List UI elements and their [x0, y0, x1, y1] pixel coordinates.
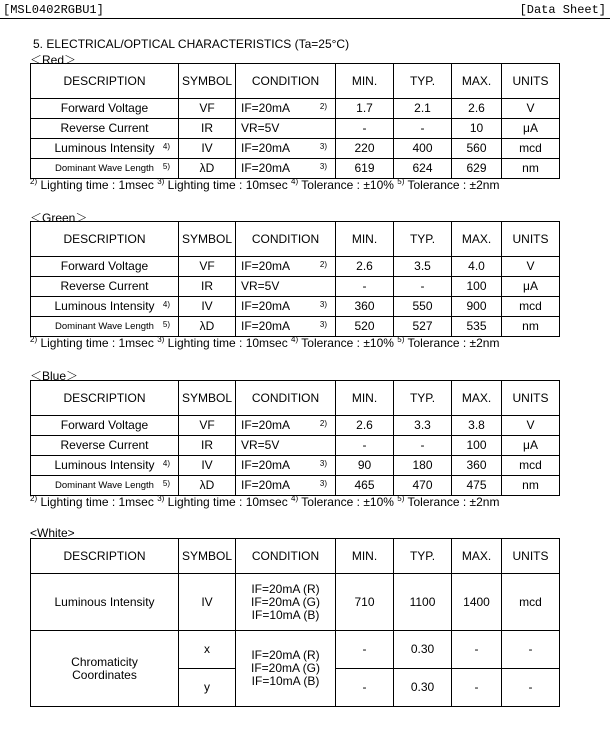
row-condition: VR=5V — [241, 438, 280, 452]
row-condition — [236, 631, 336, 707]
table-row — [31, 476, 560, 496]
row-condition: VR=5V — [241, 279, 280, 293]
col-typ: TYP. — [394, 222, 452, 257]
document-type: [Data Sheet] — [519, 3, 606, 17]
row-symbol: IV — [179, 456, 236, 476]
footnote-ref: 3) — [319, 459, 327, 468]
row-description: Luminous Intensity — [31, 574, 179, 631]
row-typ: 1100 — [394, 574, 452, 631]
condition-line: IF=20mA (G) — [250, 594, 321, 609]
row-min: - — [336, 436, 394, 456]
row-symbol: IR — [179, 119, 236, 139]
row-typ: 550 — [394, 297, 452, 317]
row-description: Reverse Current — [60, 279, 149, 293]
footnote-ref: 3) — [319, 479, 327, 488]
col-min: MIN. — [336, 539, 394, 574]
row-typ: 3.5 — [394, 257, 452, 277]
row-max: 4.0 — [452, 257, 502, 277]
col-max: MAX. — [452, 222, 502, 257]
table-header-row — [31, 222, 560, 257]
condition-line: IF=10mA (B) — [251, 674, 320, 688]
footnote-ref: 2) — [319, 102, 327, 111]
note-text: Lighting time : 1msec — [37, 495, 158, 509]
row-min: - — [336, 277, 394, 297]
row-unit: μA — [502, 436, 560, 456]
table-row — [31, 436, 560, 456]
row-typ: 624 — [394, 159, 452, 179]
note-text: Tolerance : ±2nm — [404, 336, 500, 350]
col-description: DESCRIPTION — [31, 381, 179, 416]
row-symbol: λD — [179, 317, 236, 337]
col-description: DESCRIPTION — [31, 64, 179, 99]
note-ref: 5) — [397, 335, 405, 344]
footnote-ref: 5) — [162, 320, 170, 329]
row-max: 475 — [452, 476, 502, 496]
row-typ: 470 — [394, 476, 452, 496]
row-unit: - — [502, 669, 560, 707]
row-symbol: IV — [179, 297, 236, 317]
row-max: 360 — [452, 456, 502, 476]
row-unit: - — [502, 631, 560, 669]
table-row — [31, 159, 560, 179]
red-notes — [30, 178, 499, 192]
row-unit: V — [502, 99, 560, 119]
col-symbol: SYMBOL — [179, 222, 236, 257]
row-unit: μA — [502, 277, 560, 297]
footnote-ref: 4) — [162, 300, 170, 309]
note-ref: 4) — [291, 335, 299, 344]
table-row — [31, 297, 560, 317]
row-unit: nm — [502, 159, 560, 179]
table-row — [31, 416, 560, 436]
col-description: DESCRIPTION — [31, 539, 179, 574]
row-max: 10 — [452, 119, 502, 139]
row-condition: IF=20mA — [241, 141, 291, 155]
row-min: 2.6 — [336, 416, 394, 436]
note-text: Tolerance : ±2nm — [404, 495, 500, 509]
row-symbol: λD — [179, 476, 236, 496]
row-condition: IF=20mA — [241, 101, 291, 115]
row-unit: V — [502, 257, 560, 277]
note-text: Tolerance : ±10% — [298, 336, 398, 350]
row-typ: 180 — [394, 456, 452, 476]
row-description: Dominant Wave Length — [55, 480, 154, 491]
blue-notes — [30, 495, 499, 509]
col-condition: CONDITION — [236, 64, 336, 99]
row-condition: IF=20mA — [241, 259, 291, 273]
note-text: Lighting time : 10msec — [164, 495, 292, 509]
row-max: - — [452, 631, 502, 669]
col-min: MIN. — [336, 64, 394, 99]
row-unit: μA — [502, 119, 560, 139]
row-description: Luminous Intensity — [54, 458, 155, 472]
row-typ: - — [394, 119, 452, 139]
note-ref: 3) — [157, 335, 165, 344]
row-typ: 3.3 — [394, 416, 452, 436]
row-description: Dominant Wave Length — [55, 321, 154, 332]
row-typ: 0.30 — [394, 669, 452, 707]
col-typ: TYP. — [394, 381, 452, 416]
col-condition: CONDITION — [236, 539, 336, 574]
col-units: UNITS — [502, 539, 560, 574]
green-label: ＜Green＞ — [30, 211, 88, 225]
row-unit: mcd — [502, 139, 560, 159]
row-condition: IF=20mA — [241, 478, 291, 492]
row-symbol: IV — [179, 574, 236, 631]
note-ref: 4) — [291, 494, 299, 503]
row-max: 560 — [452, 139, 502, 159]
footnote-ref: 4) — [162, 459, 170, 468]
row-symbol: IV — [179, 139, 236, 159]
note-ref: 3) — [157, 177, 165, 186]
table-row — [31, 631, 560, 669]
row-unit: V — [502, 416, 560, 436]
row-min: 619 — [336, 159, 394, 179]
row-symbol: VF — [179, 416, 236, 436]
row-max: 100 — [452, 277, 502, 297]
row-typ: 0.30 — [394, 631, 452, 669]
row-min: 1.7 — [336, 99, 394, 119]
col-max: MAX. — [452, 539, 502, 574]
row-typ: 527 — [394, 317, 452, 337]
col-symbol: SYMBOL — [179, 381, 236, 416]
description-line: Chromaticity — [71, 654, 138, 669]
row-condition: IF=20mA — [241, 299, 291, 313]
col-max: MAX. — [452, 64, 502, 99]
row-symbol: VF — [179, 257, 236, 277]
footnote-ref: 2) — [319, 260, 327, 269]
row-unit: nm — [502, 476, 560, 496]
row-unit: mcd — [502, 456, 560, 476]
row-description: Forward Voltage — [60, 418, 149, 432]
row-condition: IF=20mA — [241, 418, 291, 432]
col-units: UNITS — [502, 381, 560, 416]
footnote-ref: 3) — [319, 320, 327, 329]
row-description: Reverse Current — [60, 438, 149, 452]
row-min: 360 — [336, 297, 394, 317]
row-description: Luminous Intensity — [54, 299, 155, 313]
note-ref: 5) — [397, 177, 405, 186]
row-description — [31, 631, 179, 707]
table-row — [31, 277, 560, 297]
note-text: Tolerance : ±10% — [298, 495, 398, 509]
row-condition: IF=20mA — [241, 458, 291, 472]
row-max: 2.6 — [452, 99, 502, 119]
row-unit: nm — [502, 317, 560, 337]
row-symbol: λD — [179, 159, 236, 179]
row-max: 900 — [452, 297, 502, 317]
footnote-ref: 3) — [319, 142, 327, 151]
col-typ: TYP. — [394, 539, 452, 574]
row-min: - — [336, 119, 394, 139]
note-text: Tolerance : ±10% — [298, 178, 398, 192]
col-condition: CONDITION — [236, 381, 336, 416]
col-min: MIN. — [336, 222, 394, 257]
row-min: 220 — [336, 139, 394, 159]
condition-line: IF=20mA (G) — [250, 661, 321, 675]
note-ref: 5) — [397, 494, 405, 503]
col-units: UNITS — [502, 64, 560, 99]
condition-line: IF=20mA (R) — [251, 581, 320, 596]
table-row — [31, 456, 560, 476]
row-min: - — [336, 669, 394, 707]
col-symbol: SYMBOL — [179, 539, 236, 574]
col-max: MAX. — [452, 381, 502, 416]
green-table — [30, 221, 560, 337]
row-max: 629 — [452, 159, 502, 179]
note-ref: 2) — [30, 494, 38, 503]
green-notes — [30, 336, 499, 350]
blue-label: ＜Blue＞ — [30, 369, 79, 383]
row-typ: - — [394, 436, 452, 456]
row-symbol: IR — [179, 277, 236, 297]
row-symbol: y — [179, 669, 236, 707]
row-min: 2.6 — [336, 257, 394, 277]
row-min: - — [336, 631, 394, 669]
note-text: Lighting time : 1msec — [37, 178, 158, 192]
row-typ: - — [394, 277, 452, 297]
row-description: Dominant Wave Length — [55, 163, 154, 174]
row-min: 90 — [336, 456, 394, 476]
col-units: UNITS — [502, 222, 560, 257]
table-header-row — [31, 539, 560, 574]
note-text: Lighting time : 1msec — [37, 336, 158, 350]
blue-table — [30, 380, 560, 496]
row-condition: VR=5V — [241, 121, 280, 135]
footnote-ref: 3) — [319, 162, 327, 171]
row-typ: 2.1 — [394, 99, 452, 119]
model-number: [MSL0402RGBU1] — [3, 3, 104, 17]
col-condition: CONDITION — [236, 222, 336, 257]
table-header-row — [31, 64, 560, 99]
row-condition — [236, 574, 336, 631]
row-typ: 400 — [394, 139, 452, 159]
row-symbol: VF — [179, 99, 236, 119]
condition-line: IF=10mA (B) — [251, 607, 320, 622]
table-row — [31, 317, 560, 337]
row-unit: mcd — [502, 574, 560, 631]
red-label: ＜Red＞ — [30, 53, 77, 67]
row-symbol: IR — [179, 436, 236, 456]
note-ref: 2) — [30, 335, 38, 344]
table-row — [31, 574, 560, 631]
note-text: Lighting time : 10msec — [164, 178, 292, 192]
row-max: - — [452, 669, 502, 707]
footnote-ref: 2) — [319, 419, 327, 428]
page-header — [0, 0, 610, 19]
table-row — [31, 257, 560, 277]
row-description: Luminous Intensity — [54, 141, 155, 155]
note-text: Tolerance : ±2nm — [404, 178, 500, 192]
row-max: 100 — [452, 436, 502, 456]
row-min: 520 — [336, 317, 394, 337]
table-header-row — [31, 381, 560, 416]
col-description: DESCRIPTION — [31, 222, 179, 257]
col-symbol: SYMBOL — [179, 64, 236, 99]
description-line: Coordinates — [72, 667, 137, 682]
footnote-ref: 4) — [162, 142, 170, 151]
footnote-ref: 5) — [162, 162, 170, 171]
condition-line: IF=20mA (R) — [251, 648, 320, 662]
row-unit: mcd — [502, 297, 560, 317]
table-row — [31, 119, 560, 139]
table-row — [31, 99, 560, 119]
row-description: Forward Voltage — [60, 101, 149, 115]
white-label: <White> — [30, 526, 75, 540]
col-typ: TYP. — [394, 64, 452, 99]
row-min: 710 — [336, 574, 394, 631]
row-max: 1400 — [452, 574, 502, 631]
note-text: Lighting time : 10msec — [164, 336, 292, 350]
row-max: 3.8 — [452, 416, 502, 436]
red-table — [30, 63, 560, 179]
note-ref: 4) — [291, 177, 299, 186]
section-title: 5. ELECTRICAL/OPTICAL CHARACTERISTICS (Ta=25°C) — [33, 37, 350, 51]
note-ref: 2) — [30, 177, 38, 186]
col-min: MIN. — [336, 381, 394, 416]
row-condition: IF=20mA — [241, 161, 291, 175]
row-max: 535 — [452, 317, 502, 337]
table-row — [31, 139, 560, 159]
row-min: 465 — [336, 476, 394, 496]
row-condition: IF=20mA — [241, 319, 291, 333]
footnote-ref: 3) — [319, 300, 327, 309]
note-ref: 3) — [157, 494, 165, 503]
row-symbol: x — [179, 631, 236, 669]
row-description: Reverse Current — [60, 121, 149, 135]
white-table — [30, 538, 560, 707]
row-description: Forward Voltage — [60, 259, 149, 273]
footnote-ref: 5) — [162, 479, 170, 488]
